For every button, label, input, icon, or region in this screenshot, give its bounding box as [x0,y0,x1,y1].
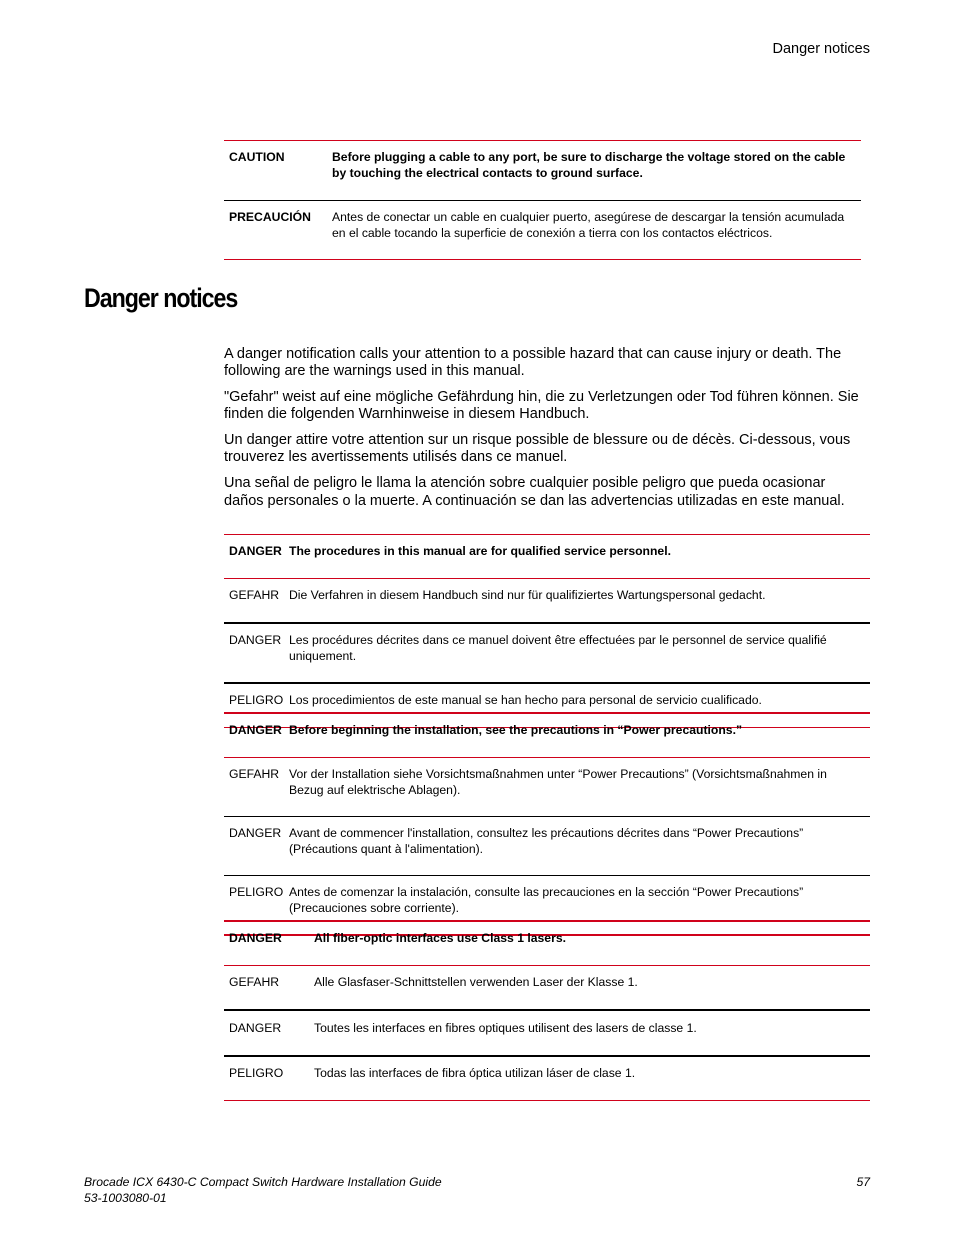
notice-label: PELIGRO [229,1066,284,1080]
notice-text: Die Verfahren in diesem Handbuch sind nur für qualifiziertes Wartungspersonal gedacht. [289,588,766,602]
precaucion-row [224,201,861,260]
notice-row-danger-fr [224,623,870,683]
notice-label: GEFAHR [229,588,280,602]
notice-row-peligro [224,1056,870,1101]
notice-row-gefahr [224,758,870,817]
notice-text: Todas las interfaces de fibra óptica utilizan láser de clase 1. [314,1066,636,1080]
footer-doc-number: 53-1003080-01 [84,1190,167,1205]
notice-text: The procedures in this manual are for qualified service personnel. [289,544,671,558]
intro-paragraphs [224,346,864,518]
caution-row [224,141,861,201]
page-number: 57 [856,1175,870,1189]
notice-row-gefahr [224,966,870,1011]
notice-text: Antes de comenzar la instalación, consulte las precauciones en la sección “Power Precautions” (Precauciones sobre corriente). [289,885,804,915]
danger-notice-table [224,920,870,1101]
caution-table [224,140,861,260]
notice-text: Los procedimientos de este manual se han hecho para personal de servicio cualificado. [289,693,762,707]
notice-row-danger-fr [224,1010,870,1056]
notice-label: PELIGRO [229,693,284,707]
notice-label: GEFAHR [229,767,280,781]
notice-row-danger-fr [224,817,870,876]
danger-notice-table [224,534,870,728]
intro-paragraph-es: Una señal de peligro le llama la atención sobre cualquier posible peligro que pueda ocasionar daños personales o la muerte. A continuación se dan las advertencias utilizadas en este manual. [224,475,845,509]
footer-doc-info [84,1175,442,1206]
notice-text: Before beginning the installation, see the precautions in “Power precautions.” [289,723,743,737]
notice-row-gefahr [224,579,870,624]
notice-text: Toutes les interfaces en fibres optiques utilisent des lasers de classe 1. [314,1021,697,1035]
precaucion-text: Antes de conectar un cable en cualquier puerto, asegúrese de descargar la tensión acumulada en el cable tocando la superficie de conexión a tierra con los contactos eléctricos. [332,210,845,240]
running-header: Danger notices [772,41,870,57]
notice-text: All fiber-optic interfaces use Class 1 lasers. [314,931,566,945]
intro-paragraph-en: A danger notification calls your attention to a possible hazard that can cause injury or death. The following are the warnings used in this manual. [224,346,842,380]
notice-text: Alle Glasfaser-Schnittstellen verwenden Laser der Klasse 1. [314,975,638,989]
caution-text: Before plugging a cable to any port, be sure to discharge the voltage stored on the cable by touching the electrical contacts to ground surface. [332,150,846,180]
notice-label: DANGER [229,1021,282,1035]
notice-label: DANGER [229,931,282,945]
precaucion-label: PRECAUCIÓN [229,210,311,224]
notice-text: Avant de commencer l'installation, consultez les précautions décrites dans “Power Precautions” (Précautions quant à l'alimentation). [289,826,804,856]
footer-doc-title: Brocade ICX 6430-C Compact Switch Hardware Installation Guide [84,1175,442,1189]
section-title: Danger notices [84,283,238,313]
notice-row-danger-en [224,921,870,966]
notice-row-danger-en [224,535,870,579]
caution-label: CAUTION [229,150,285,164]
notice-label: PELIGRO [229,885,284,899]
notice-text: Vor der Installation siehe Vorsichtsmaßnahmen unter “Power Precautions” (Vorsichtsmaßnahmen in Bezug auf elektrische Ablagen). [289,767,827,797]
notice-row-danger-en [224,713,870,758]
notice-label: DANGER [229,544,282,558]
notice-label: GEFAHR [229,975,280,989]
intro-paragraph-fr: Un danger attire votre attention sur un risque possible de blessure ou de décès. Ci-dessous, vous trouverez les avertissements utilisés dans ce manuel. [224,432,851,466]
notice-label: DANGER [229,633,282,647]
notice-label: DANGER [229,826,282,840]
notice-label: DANGER [229,723,282,737]
intro-paragraph-de: "Gefahr" weist auf eine mögliche Gefährdung hin, die zu Verletzungen oder Tod führen können. Sie finden die folgenden Warnhinweise in diesem Handbuch. [224,389,859,423]
danger-notice-table [224,712,870,936]
notice-text: Les procédures décrites dans ce manuel doivent être effectuées par le personnel de service qualifié uniquement. [289,633,827,663]
